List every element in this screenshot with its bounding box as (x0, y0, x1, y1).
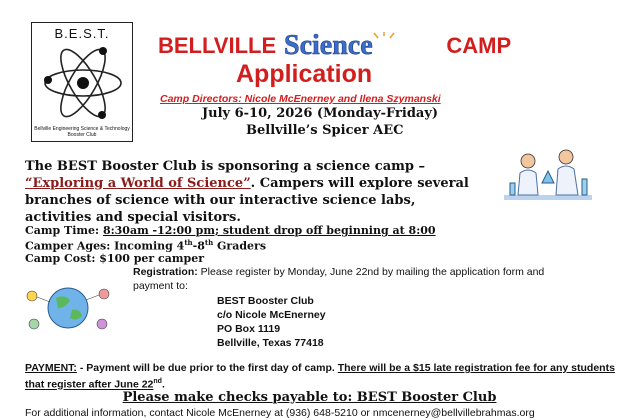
address-line-4: Bellville, Texas 77418 (217, 337, 324, 349)
globe-illustration (20, 278, 116, 338)
address-line-1: BEST Booster Club (217, 295, 314, 307)
camp-directors: Camp Directors: Nicole McEnerney and Ilena Szymanski (160, 93, 441, 105)
intro-text-2: . Campers will explore several branches of science with our interactive science labs, activities and special visitors. (25, 176, 469, 225)
registration-text: Registration: Please register by Monday, June 22nd by mailing the application form and payment to: (133, 266, 545, 292)
camp-time: Camp Time: 8:30am -12:00 pm; student drop off beginning at 8:00 (25, 224, 436, 237)
logo-subtitle: Bellville Engineering Science & Technology Booster Club (34, 126, 130, 138)
checks-payable: Please make checks payable to: BEST Booster Club (122, 390, 497, 405)
best-logo (31, 22, 133, 142)
logo-title: B.E.S.T. (54, 26, 110, 41)
scientists-illustration (498, 143, 598, 215)
intro-paragraph (25, 158, 485, 226)
title-application: Application (236, 60, 373, 88)
camp-dates: July 6-10, 2026 (Monday-Friday) (202, 106, 439, 121)
camp-theme: “Exploring a World of Science” (25, 176, 251, 191)
page-title (158, 32, 511, 59)
contact-info: For additional information, contact Nicole McEnerney at (936) 648-5210 or nmcenerney@bellvillebrahmas.org (25, 407, 535, 419)
camper-ages: Camper Ages: Incoming 4th-8th Graders (25, 238, 267, 253)
science-word: Science (284, 32, 373, 58)
title-right: CAMP (446, 33, 512, 58)
science-word-art (282, 32, 440, 58)
payment-notice: PAYMENT: - Payment will be due prior to the first day of camp. There will be a $15 late registration fee for any students that register after June 22nd. (25, 362, 615, 391)
camp-cost: Camp Cost: $100 per camper (25, 252, 205, 265)
intro-text-1: The BEST Booster Club is sponsoring a science camp – (25, 159, 425, 174)
address-line-2: c/o Nicole McEnerney (217, 309, 326, 321)
title-left: BELLVILLE (158, 33, 277, 58)
atom-icon (40, 43, 126, 121)
camp-location: Bellville’s Spicer AEC (246, 123, 404, 138)
address-line-3: PO Box 1119 (217, 323, 281, 335)
